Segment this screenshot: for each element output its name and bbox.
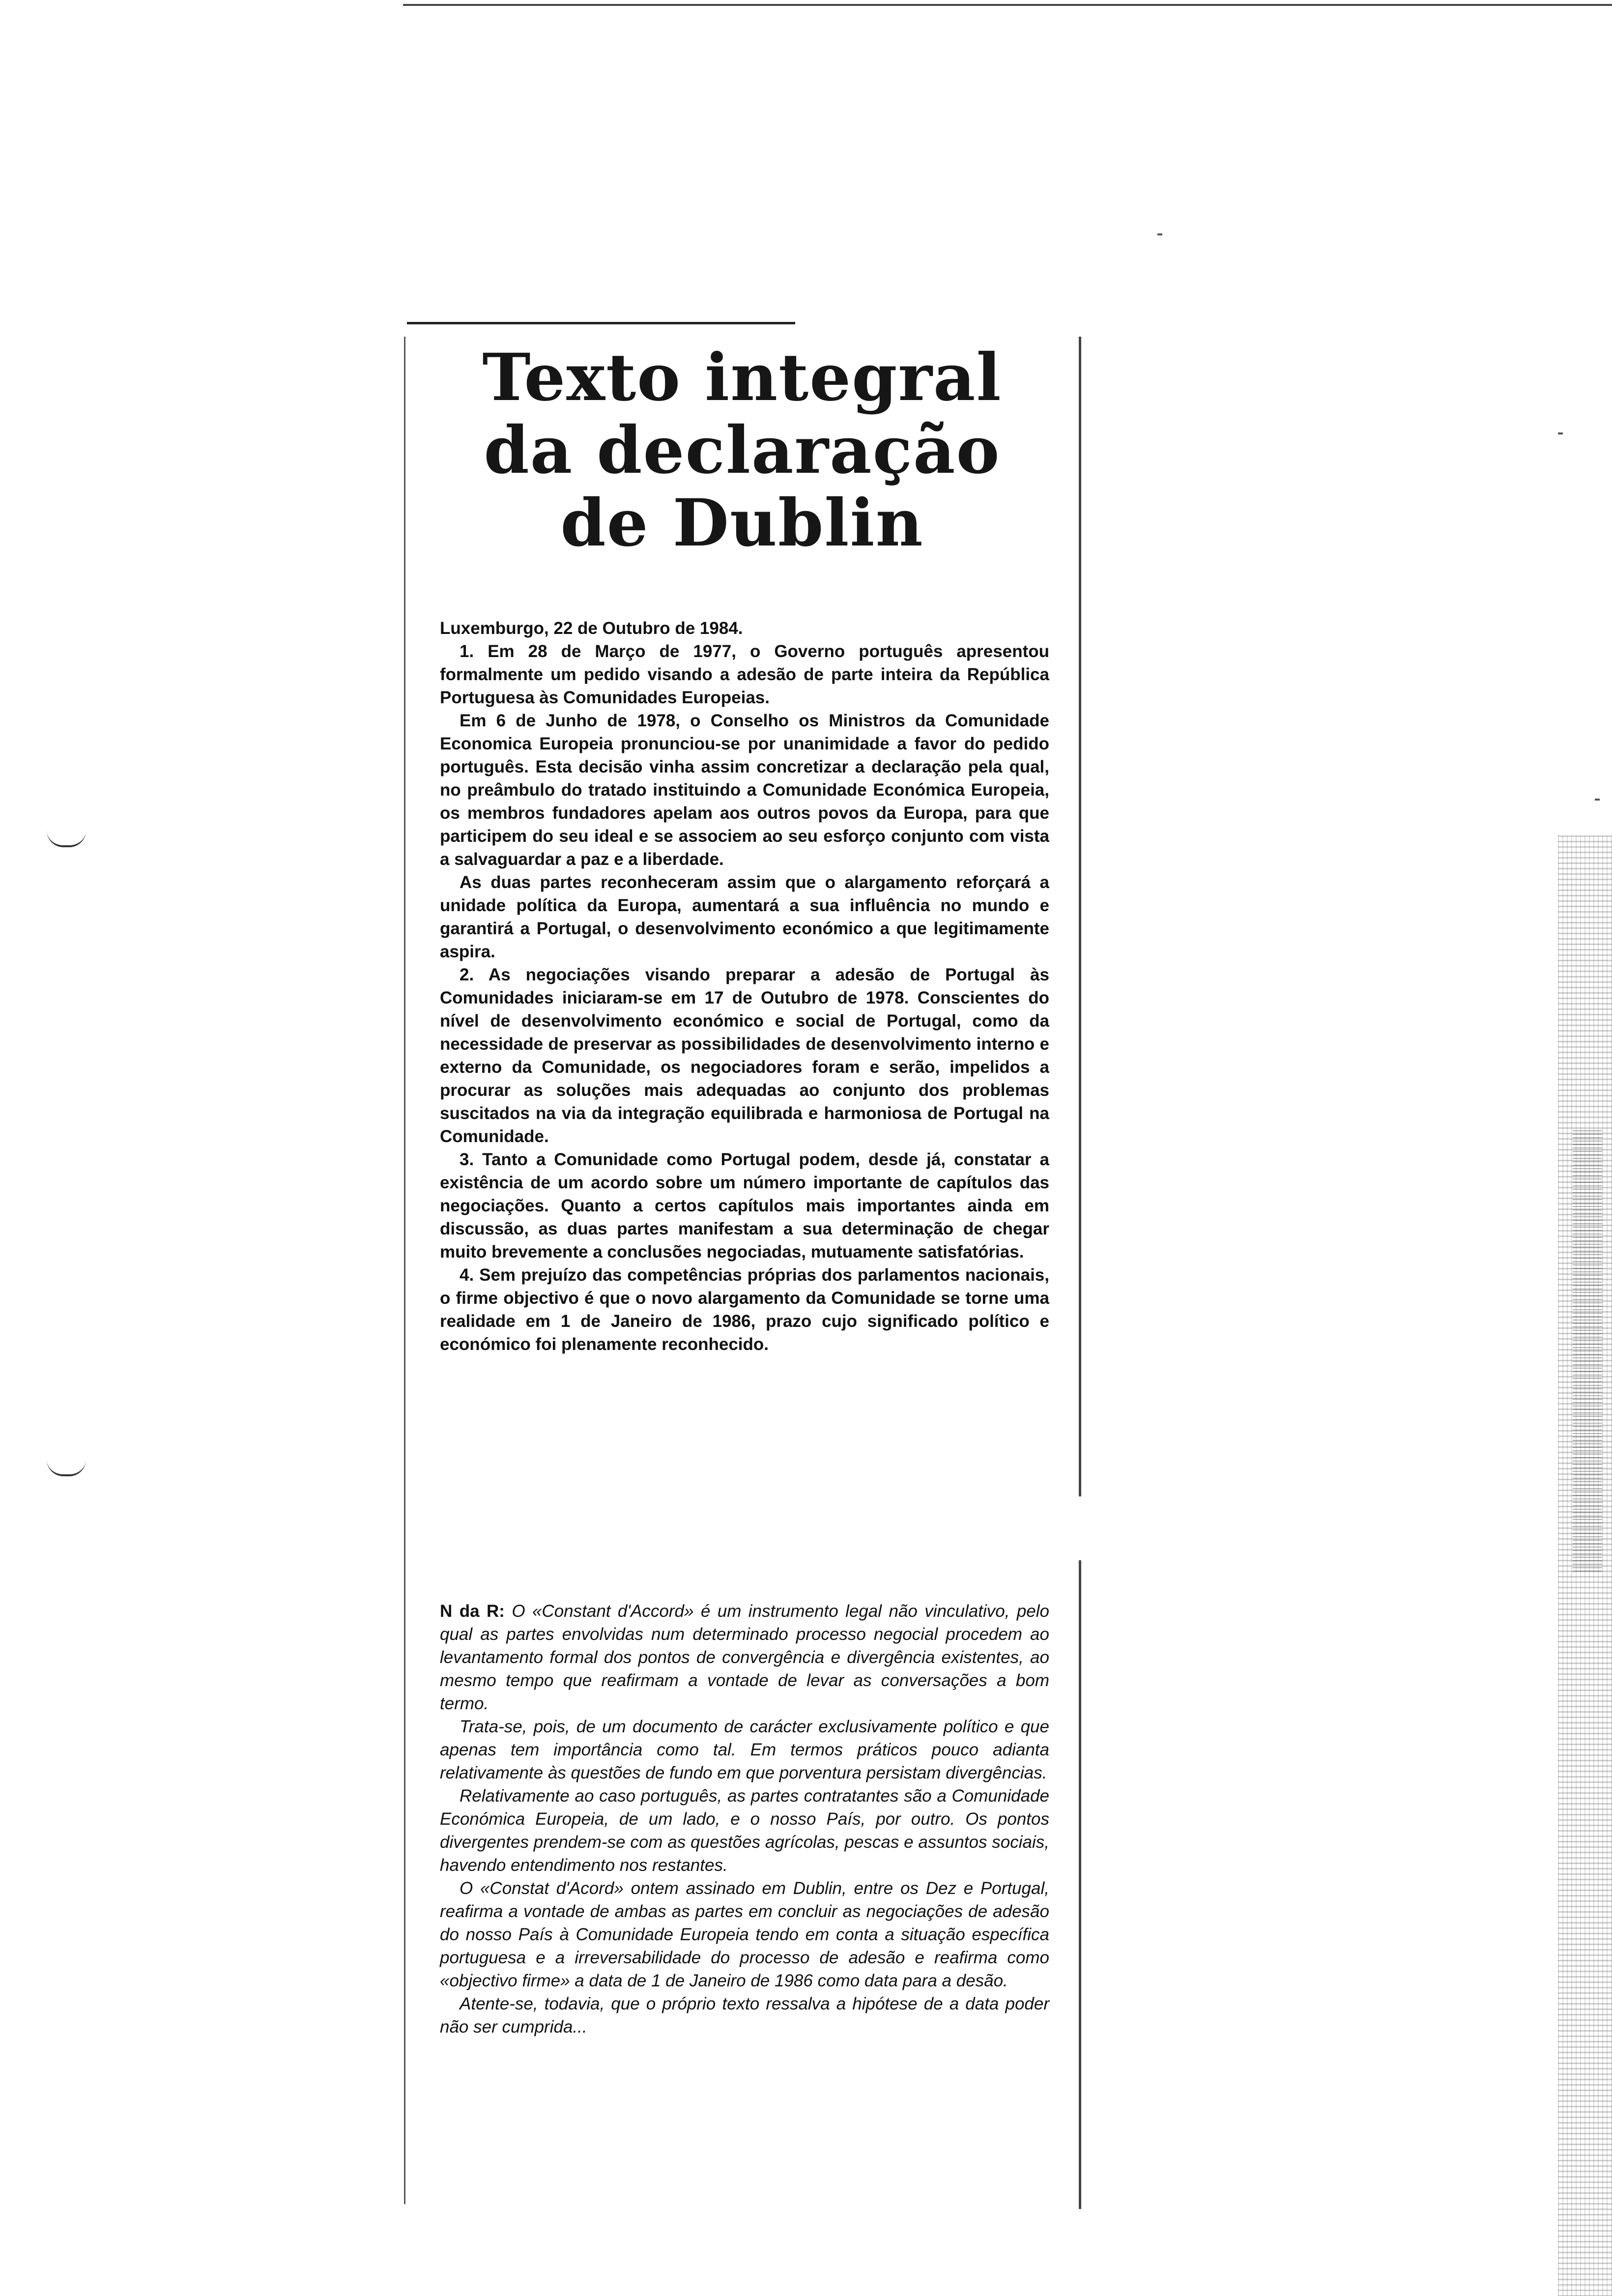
scan-speck <box>1595 799 1600 801</box>
note-label: N da R: <box>440 1602 505 1621</box>
article-paragraph: 2. As negociações visando preparar a adesão de Portugal às Comunidades iniciaram-se em 17 de Outubro de 1978. Conscientes do nível de desenvolvimento económico e social de Portugal, como da necessidade de preservar as possibilidades de desenvolvimento interno e externo da Comunidade, os negociadores foram e serão, impelidos a procurar as soluções mais adequadas ao conjunto dos problemas suscitados na via da integração equilibrada e harmoniosa de Portugal na Comunidade. <box>440 965 1049 1146</box>
article-paragraph: As duas partes reconheceram assim que o alargamento reforçará a unidade política da Europa, aumentará a sua influência no mundo e garantirá a Portugal, o desenvolvimento económico a que legitimamente aspira. <box>440 873 1049 961</box>
scan-speck <box>1157 233 1162 235</box>
scan-speck <box>1558 432 1563 434</box>
clipping-right-rule <box>1079 337 1081 1496</box>
headline <box>413 342 1071 560</box>
clipping-top-rule <box>407 322 795 324</box>
article-paragraph: 4. Sem prejuízo das competências próprias dos parlamentos nacionais, o firme objectivo é que o novo alargamento da Comunidade se torne uma realidade em 1 de Janeiro de 1986, prazo cujo significado político e económico foi plenamente reconhecido. <box>440 1265 1049 1354</box>
article-body <box>440 617 1049 1356</box>
note-paragraph: O «Constat d'Acord» ontem assinado em Dublin, entre os Dez e Portugal, reafirma a vontade de ambas as partes em concluir as negociações de adesão do nosso País à Comunidade Europeia tendo em conta a situação específica portuguesa e a irreversabilidade do processo de adesão e reafirma como «objectivo firme» a data de 1 de Janeiro de 1986 como data para a desão. <box>440 1879 1049 1990</box>
clipping-left-rule <box>404 337 405 2204</box>
binder-mark <box>47 1460 86 1476</box>
note-paragraph <box>440 1600 1049 1715</box>
newspaper-clipping <box>413 322 1071 2224</box>
note-paragraph: Atente-se, todavia, que o próprio texto ressalva a hipótese de a data poder não ser cumprida... <box>440 1994 1049 2037</box>
headline-line: Texto integral <box>482 340 1002 416</box>
headline-line: de Dublin <box>560 485 924 561</box>
note-paragraph: Trata-se, pois, de um documento de carácter exclusivamente político e que apenas tem importância como tal. Em termos práticos pouco adianta relativamente às questões de fundo em que porventura persistam divergências. <box>440 1717 1049 1782</box>
note-text: O «Constant d'Accord» é um instrumento legal não vinculativo, pelo qual as partes envolvidas num determinado processo negocial procedem ao levantamento formal dos pontos de convergência e divergência existentes, ao mesmo tempo que reafirmam a vontade de levar as conversações a bom termo. <box>440 1602 1049 1713</box>
dateline: Luxemburgo, 22 de Outubro de 1984. <box>440 619 743 638</box>
note-paragraph: Relativamente ao caso português, as partes contratantes são a Comunidade Económica Europeia, de um lado, e o nosso País, por outro. Os pontos divergentes prendem-se com as questões agrícolas, pescas e assuntos sociais, havendo entendimento nos restantes. <box>440 1786 1049 1875</box>
article-paragraph: 1. Em 28 de Março de 1977, o Governo português apresentou formalmente um pedido visando a adesão de parte inteira da República Portuguesa às Comunidades Europeias. <box>440 642 1049 707</box>
binder-mark <box>47 831 86 847</box>
scan-edge-noise <box>1573 1130 1602 1573</box>
editor-note <box>440 1600 1049 2038</box>
article-paragraph: 3. Tanto a Comunidade como Portugal podem, desde já, constatar a existência de um acordo sobre um número importante de capítulos das negociações. Quanto a certos capítulos mais importantes ainda em discussão, as duas partes manifestam a sua determinação de chegar muito brevemente a conclusões negociadas, mutuamente satisfatórias. <box>440 1150 1049 1262</box>
headline-line: da declaração <box>484 412 1001 488</box>
article-paragraph: Em 6 de Junho de 1978, o Conselho os Ministros da Comunidade Economica Europeia pronunciou-se por unanimidade a favor do pedido português. Esta decisão vinha assim concretizar a declaração pela qual, no preâmbulo do tratado instituindo a Comunidade Económica Europeia, os membros fundadores apelam aos outros povos da Europa, para que participem do seu ideal e se associem ao seu esforço conjunto com vista a salvaguardar a paz e a liberdade. <box>440 711 1049 869</box>
scan-top-edge <box>403 4 1612 6</box>
clipping-right-rule <box>1079 1560 1081 2209</box>
